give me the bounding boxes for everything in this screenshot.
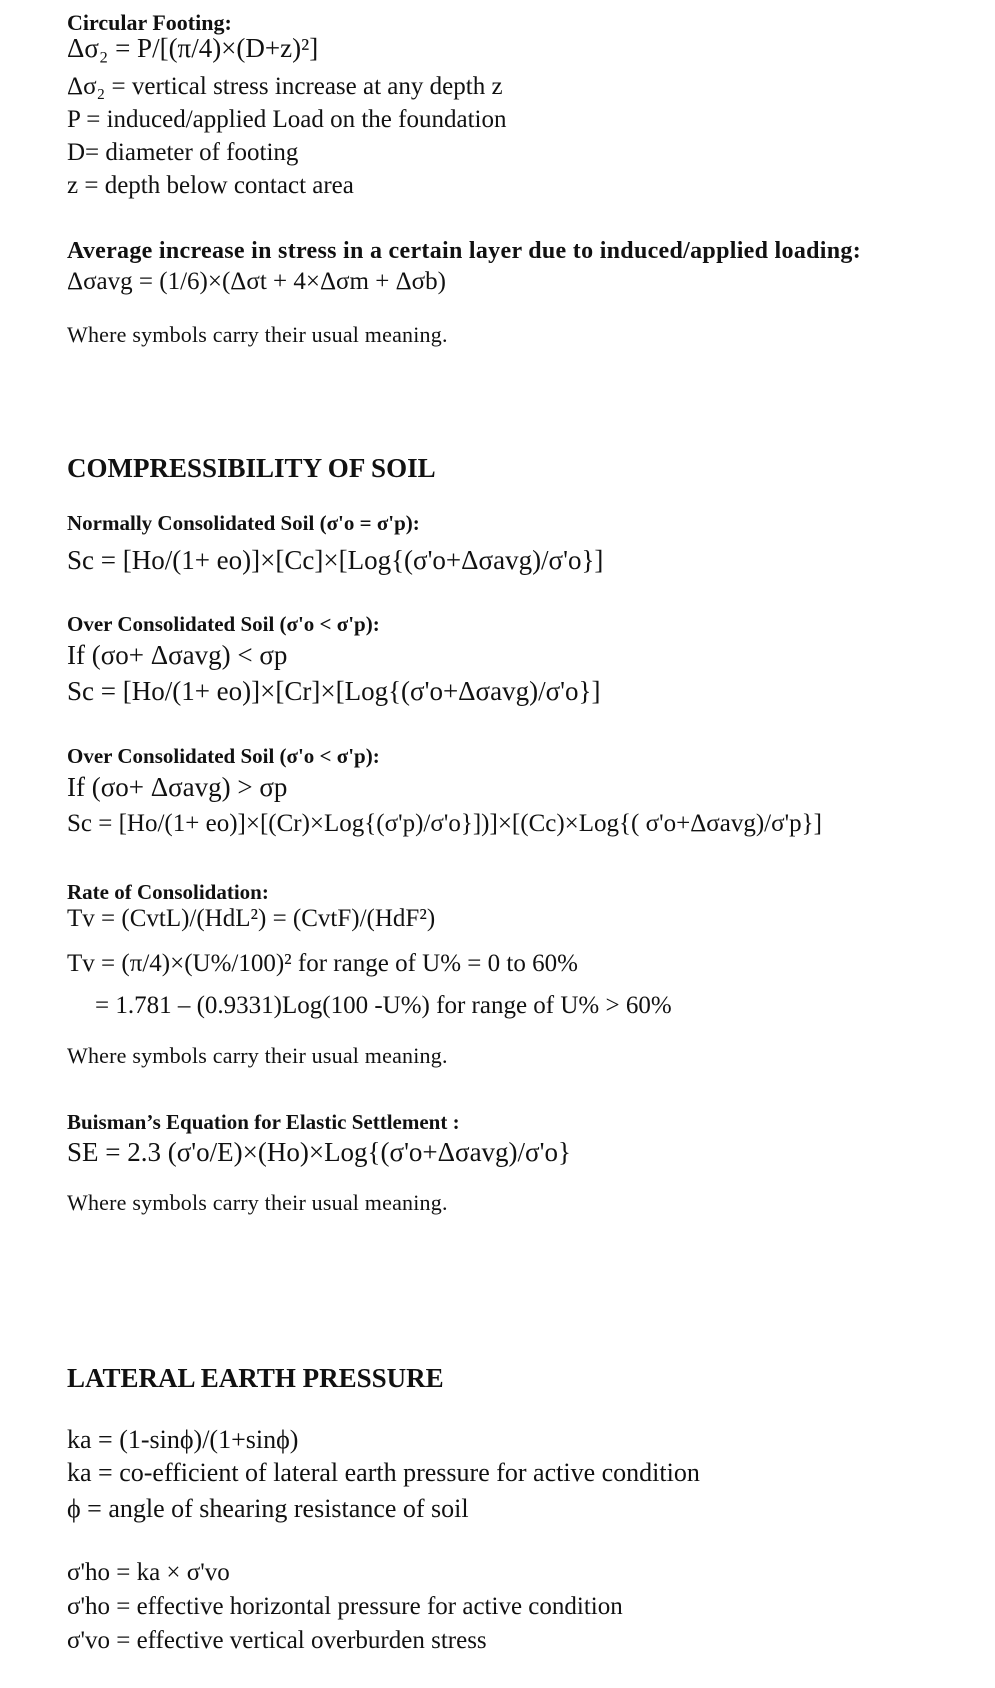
sigma-ho-formula: σ'ho = ka × σ'vo <box>67 1559 230 1586</box>
over-consolidated-condition-1: If (σo+ Δσavg) < σp <box>67 640 288 670</box>
average-stress-heading: Average increase in stress in a certain layer due to induced/applied loading: <box>67 238 861 264</box>
time-factor-formula-low: Tv = (π/4)×(U%/100)² for range of U% = 0 to 60% <box>67 950 578 977</box>
average-stress-formula: Δσavg = (1/6)×(Δσt + 4×Δσm + Δσb) <box>67 268 446 295</box>
buisman-equation-heading: Buisman’s Equation for Elastic Settlement : <box>67 1110 460 1134</box>
definition-diameter-d: D= diameter of footing <box>67 139 299 166</box>
definition-depth-z: z = depth below contact area <box>67 172 354 199</box>
average-stress-note: Where symbols carry their usual meaning. <box>67 322 448 347</box>
rate-of-consolidation-formula: Tv = (CvtL)/(HdL²) = (CvtF)/(HdF²) <box>67 905 436 932</box>
phi-definition: ϕ = angle of shearing resistance of soil <box>67 1494 469 1523</box>
over-consolidated-heading-2: Over Consolidated Soil (σ'o < σ'p): <box>67 744 380 768</box>
ka-definition: ka = co-efficient of lateral earth pressure for active condition <box>67 1458 700 1487</box>
rate-of-consolidation-note: Where symbols carry their usual meaning. <box>67 1043 448 1068</box>
rate-of-consolidation-heading: Rate of Consolidation: <box>67 880 269 904</box>
circular-footing-formula: Δσ₂ = P/[(π/4)×(D+z)²] <box>67 33 319 63</box>
definition-delta-sigma-z: Δσ₂ = vertical stress increase at any depth z <box>67 73 503 100</box>
over-consolidated-heading-1: Over Consolidated Soil (σ'o < σ'p): <box>67 612 380 636</box>
over-consolidated-condition-2: If (σo+ Δσavg) > σp <box>67 772 288 802</box>
time-factor-formula-high: = 1.781 – (0.9331)Log(100 -U%) for range of U% > 60% <box>95 992 672 1019</box>
buisman-equation-formula: SE = 2.3 (σ'o/E)×(Ho)×Log{(σ'o+Δσavg)/σ'o} <box>67 1137 571 1167</box>
definition-load-p: P = induced/applied Load on the foundation <box>67 106 507 133</box>
over-consolidated-formula-2: Sc = [Ho/(1+ eo)]×[(Cr)×Log{(σ'p)/σ'o}])]×[(Cc)×Log{( σ'o+Δσavg)/σ'p}] <box>67 810 822 837</box>
circular-footing-heading: Circular Footing: <box>67 10 232 35</box>
normally-consolidated-heading: Normally Consolidated Soil (σ'o = σ'p): <box>67 511 420 535</box>
lateral-earth-pressure-title: LATERAL EARTH PRESSURE <box>67 1363 444 1393</box>
sigma-ho-definition: σ'ho = effective horizontal pressure for active condition <box>67 1593 623 1620</box>
sigma-vo-definition: σ'vo = effective vertical overburden stress <box>67 1627 487 1654</box>
buisman-equation-note: Where symbols carry their usual meaning. <box>67 1190 448 1215</box>
over-consolidated-formula-1: Sc = [Ho/(1+ eo)]×[Cr]×[Log{(σ'o+Δσavg)/σ'o}] <box>67 676 601 706</box>
normally-consolidated-formula: Sc = [Ho/(1+ eo)]×[Cc]×[Log{(σ'o+Δσavg)/σ'o}] <box>67 545 604 575</box>
compressibility-title: COMPRESSIBILITY OF SOIL <box>67 453 436 483</box>
ka-formula: ka = (1-sinϕ)/(1+sinϕ) <box>67 1425 299 1454</box>
